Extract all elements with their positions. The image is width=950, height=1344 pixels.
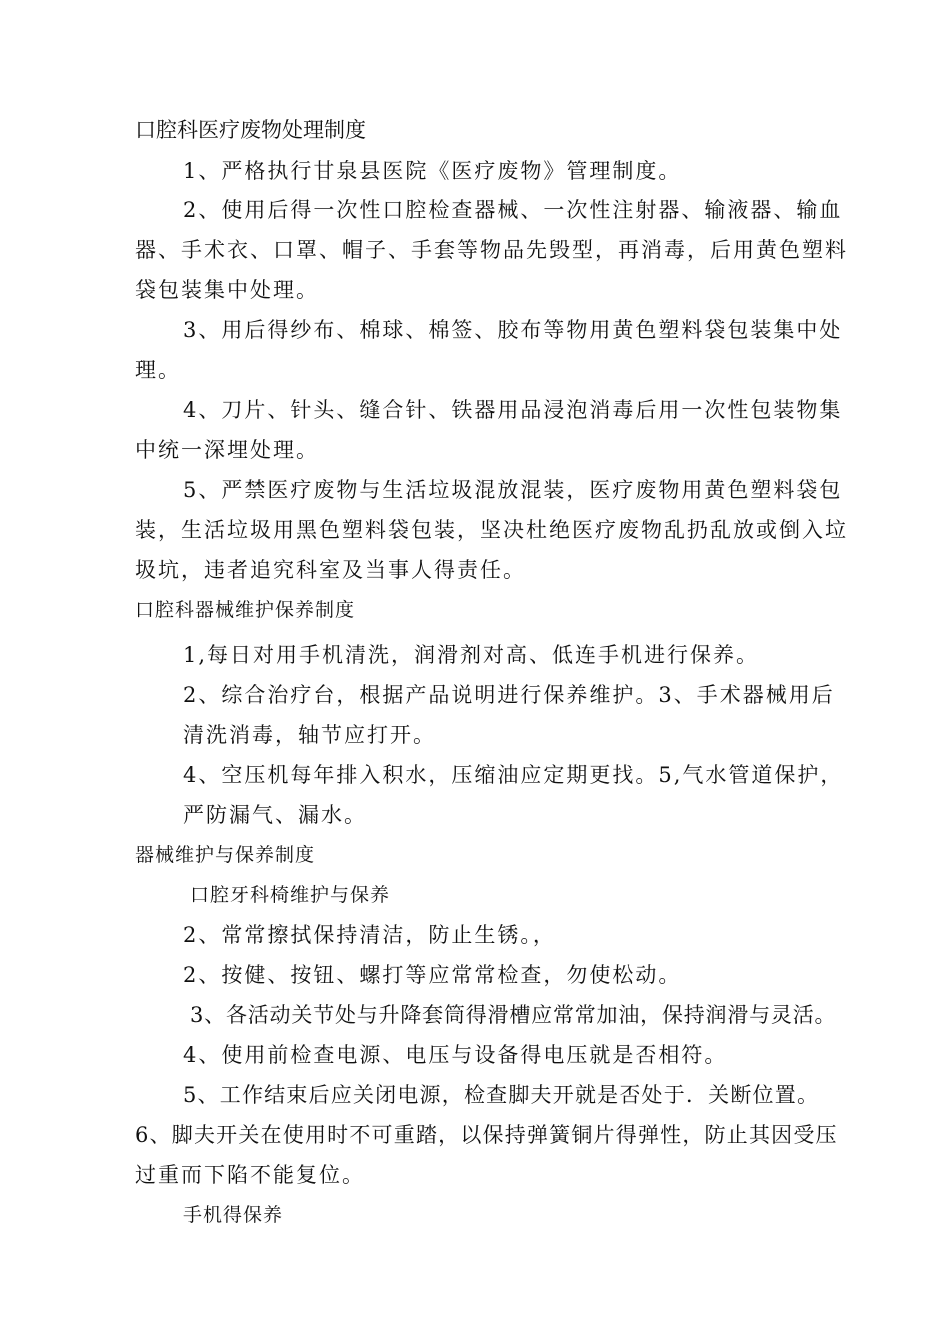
section-title-maintenance: 口腔科器械维护保养制度 [135,599,356,621]
paragraph-line: 过重而下陷不能复位。 [135,1163,365,1187]
paragraph-line: 5、严禁医疗废物与生活垃圾混放混装，医疗废物用黄色塑料袋包 [183,478,843,502]
paragraph-line: 4、刀片、针头、缝合针、铁器用品浸泡消毒后用一次性包装物集 [183,398,843,422]
section-title-waste: 口腔科医疗废物处理制度 [135,118,366,142]
paragraph-line: 4、使用前检查电源、电压与设备得电压就是否相符。 [183,1043,728,1067]
paragraph-line: 2、按健、按钮、螺打等应常常检查，勿使松动。 [183,963,682,987]
paragraph-line: 1、严格执行甘泉县医院《医疗废物》管理制度。 [183,159,682,183]
paragraph-line: 4、空压机每年排入积水，压缩油应定期更找。5,气水管道保护， [183,763,844,787]
paragraph-line: 袋包装集中处理。 [135,278,319,302]
paragraph-line: 6、脚夫开关在使用时不可重踏，以保持弹簧铜片得弹性，防止其因受压 [135,1123,838,1147]
paragraph-line: 严防漏气、漏水。 [183,803,367,827]
paragraph-line: 装，生活垃圾用黑色塑料袋包装，坚决杜绝医疗废物乱扔乱放或倒入垃 [135,518,848,542]
subsection-title-dental-chair: 口腔牙科椅维护与保养 [190,884,391,906]
section-title-equipment: 器械维护与保养制度 [135,844,316,866]
paragraph-line: 理。 [135,358,181,382]
paragraph-line: 2、使用后得一次性口腔检查器械、一次性注射器、输液器、输血 [183,198,843,222]
paragraph-line: 5、工作结束后应关闭电源，检查脚夫开就是否处于．关断位置。 [183,1083,820,1107]
paragraph-line: 圾坑，违者追究科室及当事人得责任。 [135,558,526,582]
paragraph-line: 器、手术衣、口罩、帽子、手套等物品先毁型，再消毒，后用黄色塑料 [135,238,848,262]
paragraph-line: 2、综合治疗台，根据产品说明进行保养维护。3、手术器械用后 [183,683,835,707]
subsection-title-handpiece: 手机得保养 [183,1204,284,1226]
paragraph-line: 3、各活动关节处与升降套筒得滑槽应常常加油，保持润滑与灵活。 [190,1003,837,1027]
paragraph-line: 中统一深埋处理。 [135,438,319,462]
paragraph-line: 2、常常擦拭保持清洁，防止生锈。， [183,923,556,947]
paragraph-line: 1,每日对用手机清洗，润滑剂对高、低连手机进行保养。 [183,643,760,667]
paragraph-line: 清洗消毒，轴节应打开。 [183,723,436,747]
paragraph-line: 3、用后得纱布、棉球、棉签、胶布等物用黄色塑料袋包装集中处 [183,318,843,342]
